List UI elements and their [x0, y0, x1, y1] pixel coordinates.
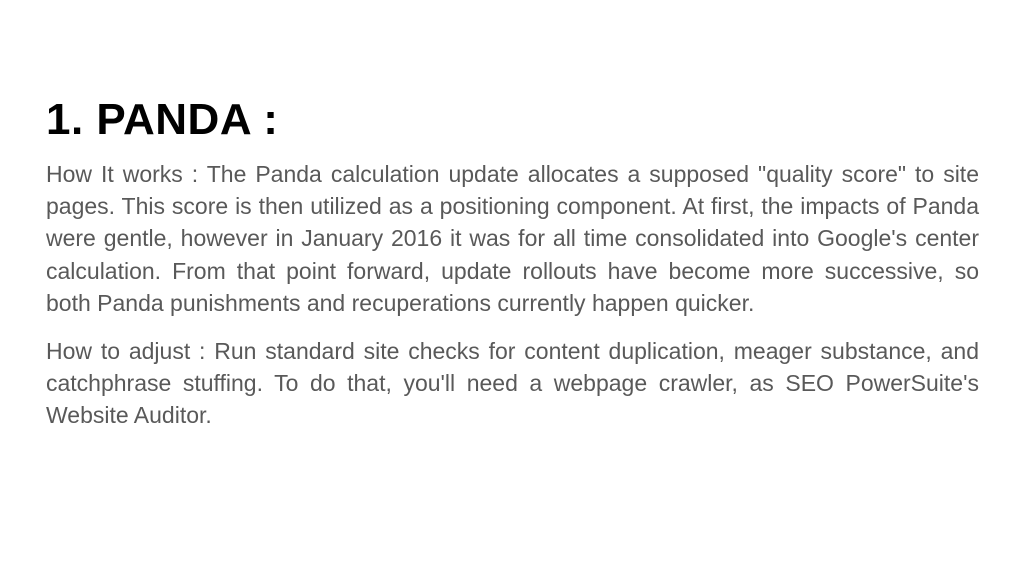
- how-it-works-paragraph: How It works : The Panda calculation update allocates a supposed "quality score" to site pages. This score is then utilized as a positioning component. At first, the impacts of Panda were gentle, however in January 2016 it was for all time consolidated into Google's center calculation. From that point forward, update rollouts have become more successive, so both Panda punishments and recuperations currently happen quicker.: [46, 161, 979, 316]
- slide-content: [46, 92, 979, 432]
- slide-title: 1. PANDA :: [46, 95, 279, 144]
- how-to-adjust-paragraph: How to adjust : Run standard site checks for content duplication, meager substance, and catchphrase stuffing. To do that, you'll need a webpage crawler, as SEO PowerSuite's Website Auditor.: [46, 338, 979, 429]
